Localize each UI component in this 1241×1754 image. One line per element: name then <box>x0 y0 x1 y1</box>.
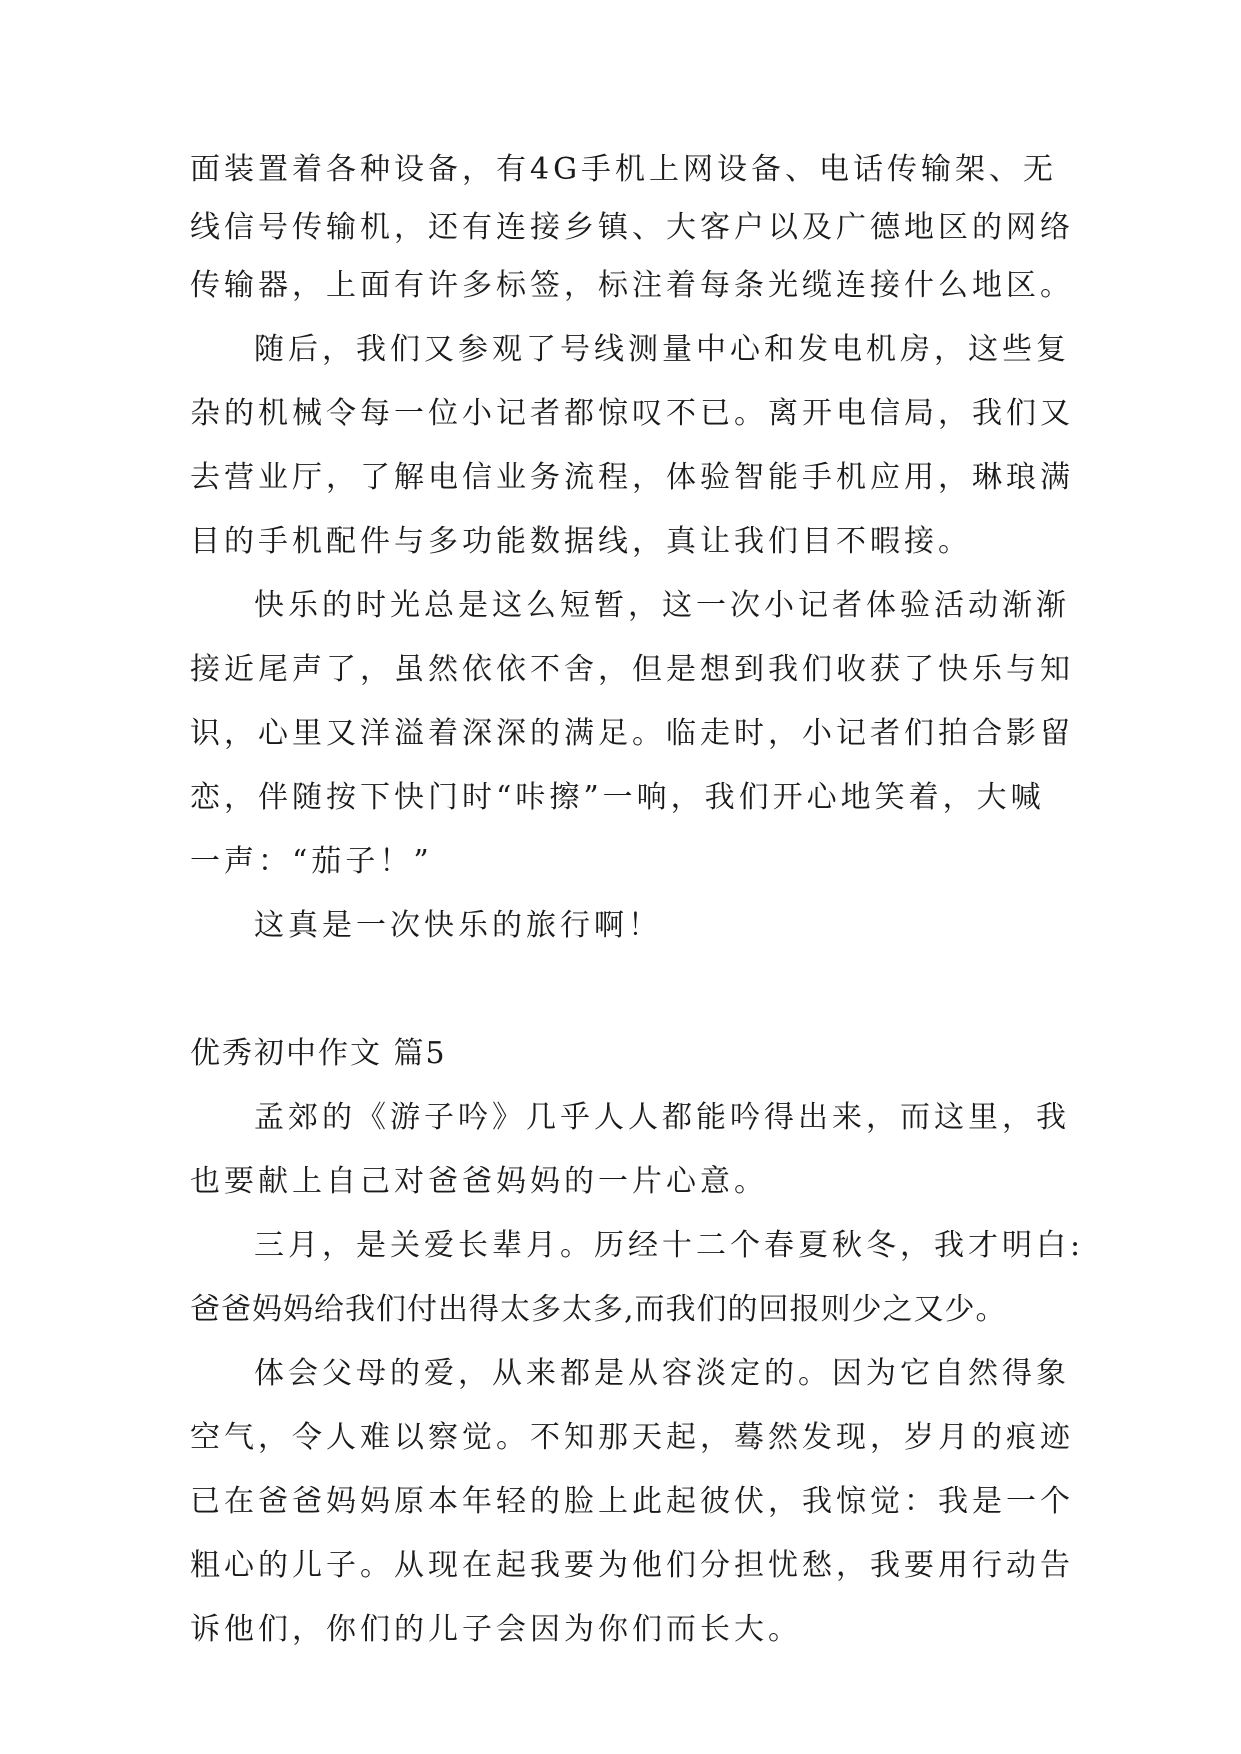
text-line: 去营业厅，了解电信业务流程，体验智能手机应用，琳琅满 <box>190 460 1074 495</box>
paragraph-first-line: 随后，我们又参观了号线测量中心和发电机房，这些复 <box>254 332 1070 367</box>
text-line: 一声：“茄子！” <box>190 844 433 879</box>
text-line: 接近尾声了，虽然依依不舍，但是想到我们收获了快乐与知 <box>190 652 1074 687</box>
paragraph-first-line: 三月，是关爱长辈月。历经十二个春夏秋冬，我才明白: <box>254 1228 1085 1263</box>
paragraph-first-line: 这真是一次快乐的旅行啊！ <box>254 908 662 943</box>
text-line: 粗心的儿子。从现在起我要为他们分担忧愁，我要用行动告 <box>190 1548 1074 1583</box>
text-line: 空气，令人难以察觉。不知那天起，蓦然发现，岁月的痕迹 <box>190 1420 1074 1455</box>
text-line: 已在爸爸妈妈原本年轻的脸上此起彼伏，我惊觉：我是一个 <box>190 1484 1074 1519</box>
text-line: 恋，伴随按下快门时“咔擦”一响，我们开心地笑着，大喊 <box>190 780 1045 815</box>
text-line: 识，心里又洋溢着深深的满足。临走时，小记者们拍合影留 <box>190 716 1074 751</box>
section-heading: 优秀初中作文 篇5 <box>190 1036 447 1071</box>
text-line: 面装置着各种设备，有4G手机上网设备、电话传输架、无 <box>190 152 1058 187</box>
text-line: 线信号传输机，还有连接乡镇、大客户以及广德地区的网络 <box>190 210 1074 245</box>
text-line: 诉他们，你们的儿子会因为你们而长大。 <box>190 1612 802 1647</box>
text-line: 爸爸妈妈给我们付出得太多太多,而我们的回报则少之又少。 <box>190 1292 1007 1327</box>
text-line: 杂的机械令每一位小记者都惊叹不已。离开电信局，我们又 <box>190 396 1074 431</box>
text-line: 目的手机配件与多功能数据线，真让我们目不暇接。 <box>190 524 972 559</box>
text-line: 传输器，上面有许多标签，标注着每条光缆连接什么地区。 <box>190 268 1074 303</box>
text-line: 也要献上自己对爸爸妈妈的一片心意。 <box>190 1164 768 1199</box>
paragraph-first-line: 快乐的时光总是这么短暂，这一次小记者体验活动渐渐 <box>254 588 1070 623</box>
paragraph-first-line: 体会父母的爱，从来都是从容淡定的。因为它自然得象 <box>254 1356 1070 1391</box>
paragraph-first-line: 孟郊的《游子吟》几乎人人都能吟得出来，而这里，我 <box>254 1100 1070 1135</box>
